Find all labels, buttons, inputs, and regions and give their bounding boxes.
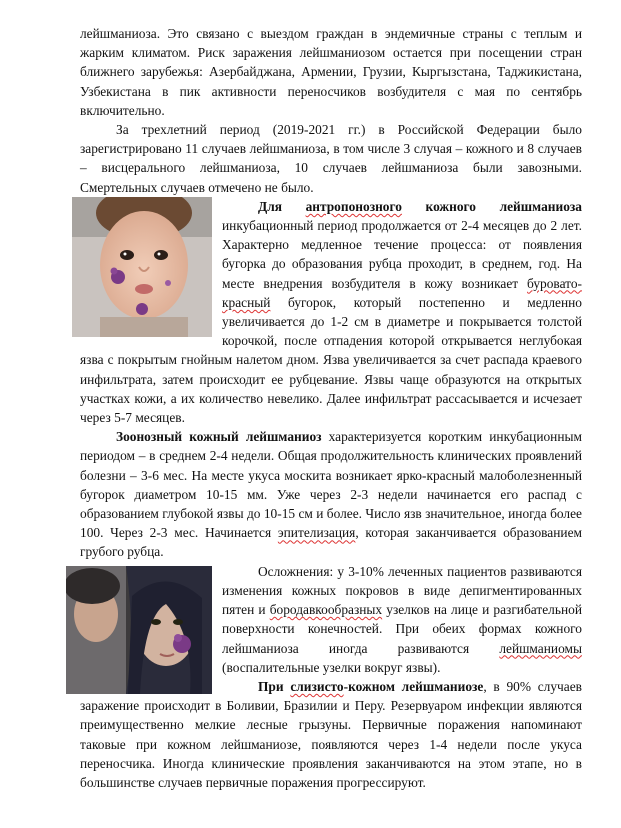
paragraph-zoonotic — [80, 427, 582, 561]
woman-lesion-image — [66, 566, 212, 694]
paragraph-travel-risk: лейшманиоза. Это связано с выездом граждан в эндемичные страны с теплым и жарким климатом. Риск заражения лейшманиозом остается при посещении стран ближнего зарубежья: Азербайджана, Армении, Грузии, Кыргызстана, Таджикистана, Узбекистана в пик активности переносчиков возбудителя с мая по сентябрь включительно. — [80, 26, 582, 118]
text-inflammatory-nodules: (воспалительные узелки вокруг язвы). — [222, 659, 441, 675]
term-anthroponotic: антропонозного — [305, 198, 402, 214]
text-zoonotic-description: характеризуется коротким инкубационным периодом – в среднем 2-4 недели. Общая продолжительность клинических проявлений болезни – 3-6 мес. На месте укуса москита возникает ярко-красный малоболезненный бугорок диаметром 10-15 мм. Уже через 2-3 недели начинается его распад с образованием глубокой язвы до 10-15 см и более. Число язв значительное, иногда более 100. Через 2-3 мес. Начинается — [80, 429, 582, 541]
text-wart-like: бородавкообразных — [269, 602, 383, 618]
text-leishmaniomas: лейшманиомы — [499, 640, 582, 656]
child-lesions-photo — [72, 197, 212, 337]
term-zoonotic-leishmaniasis: Зоонозный кожный лейшманиоз — [116, 429, 322, 445]
text-complications-middle: узелков на лице и разгибательной поверхности конечностей. При обеих формах кожного лейшманиоза иногда развиваются — [222, 602, 582, 656]
term-mucocutaneous-leishmaniasis: -кожном лейшманиозе — [343, 678, 484, 694]
paragraph-mucocutaneous — [80, 677, 582, 792]
text-complications-intro: Осложнения: у 3-10% леченных пациентов развиваются изменения кожных покровов в виде депигментированных пятен и — [222, 563, 582, 618]
text-brownish-red: буровато-красный — [222, 275, 582, 310]
paragraph-statistics: За трехлетний период (2019-2021 гг.) в Российской Федерации было зарегистрировано 11 случаев лейшманиоза, в том числе 3 случая – кожного и 8 случаев – висцерального лейшманиоза, 10 случаев лейшманиоза были завозными. Смертельных случаев отмечено не было. — [80, 122, 582, 195]
term-at: При — [258, 678, 284, 694]
child-lesions-image — [72, 197, 212, 337]
text-mucocutaneous-description: , в 90% случаев заражение происходит в Боливии, Бразилии и Перу. Резервуаром инфекции являются преимущественно мелкие лесные грызуны. Первичные поражения напоминают таковые при кожном лейшманиозе, появляются через 1-4 недели после укуса переносчика. Иногда клинические проявления заканчиваются на этом этапе, но в большинстве случаев первичные поражения прогрессируют. — [80, 678, 582, 790]
term-mucous: слизисто — [290, 678, 344, 694]
term-prefix: Для — [258, 198, 282, 214]
document-page — [80, 24, 582, 792]
text-lesion-description: бугорок, который постепенно и медленно увеличивается до 1-2 см в диаметре и покрывается толстой корочкой, после отпадения которой открывается неглубокая язва с покрытым гнойным налетом дном. Язва увеличивается за счет распада краевого инфильтрата, затем происходит ее рубцевание. Язвы чаще образуются на открытых участках кожи, а их количество невелико. Далее инфильтрат рассасывается и исчезает через 5-7 месяцев. — [80, 294, 582, 426]
text-incubation-description: инкубационный период продолжается от 2-4 месяцев до 2 лет. Характерно медленное течение процесса: от появления бугорка до образования рубца проходит, в среднем, год. На месте внедрения возбудителя в кожу возникает — [222, 218, 582, 291]
woman-lesion-photo — [66, 566, 212, 694]
text-epithelization: эпителизация — [277, 525, 356, 541]
term-cutaneous-leishmaniasis: кожного лейшманиоза — [425, 198, 582, 214]
text-scar: , которая заканчивается образованием грубого рубца. — [80, 525, 582, 560]
